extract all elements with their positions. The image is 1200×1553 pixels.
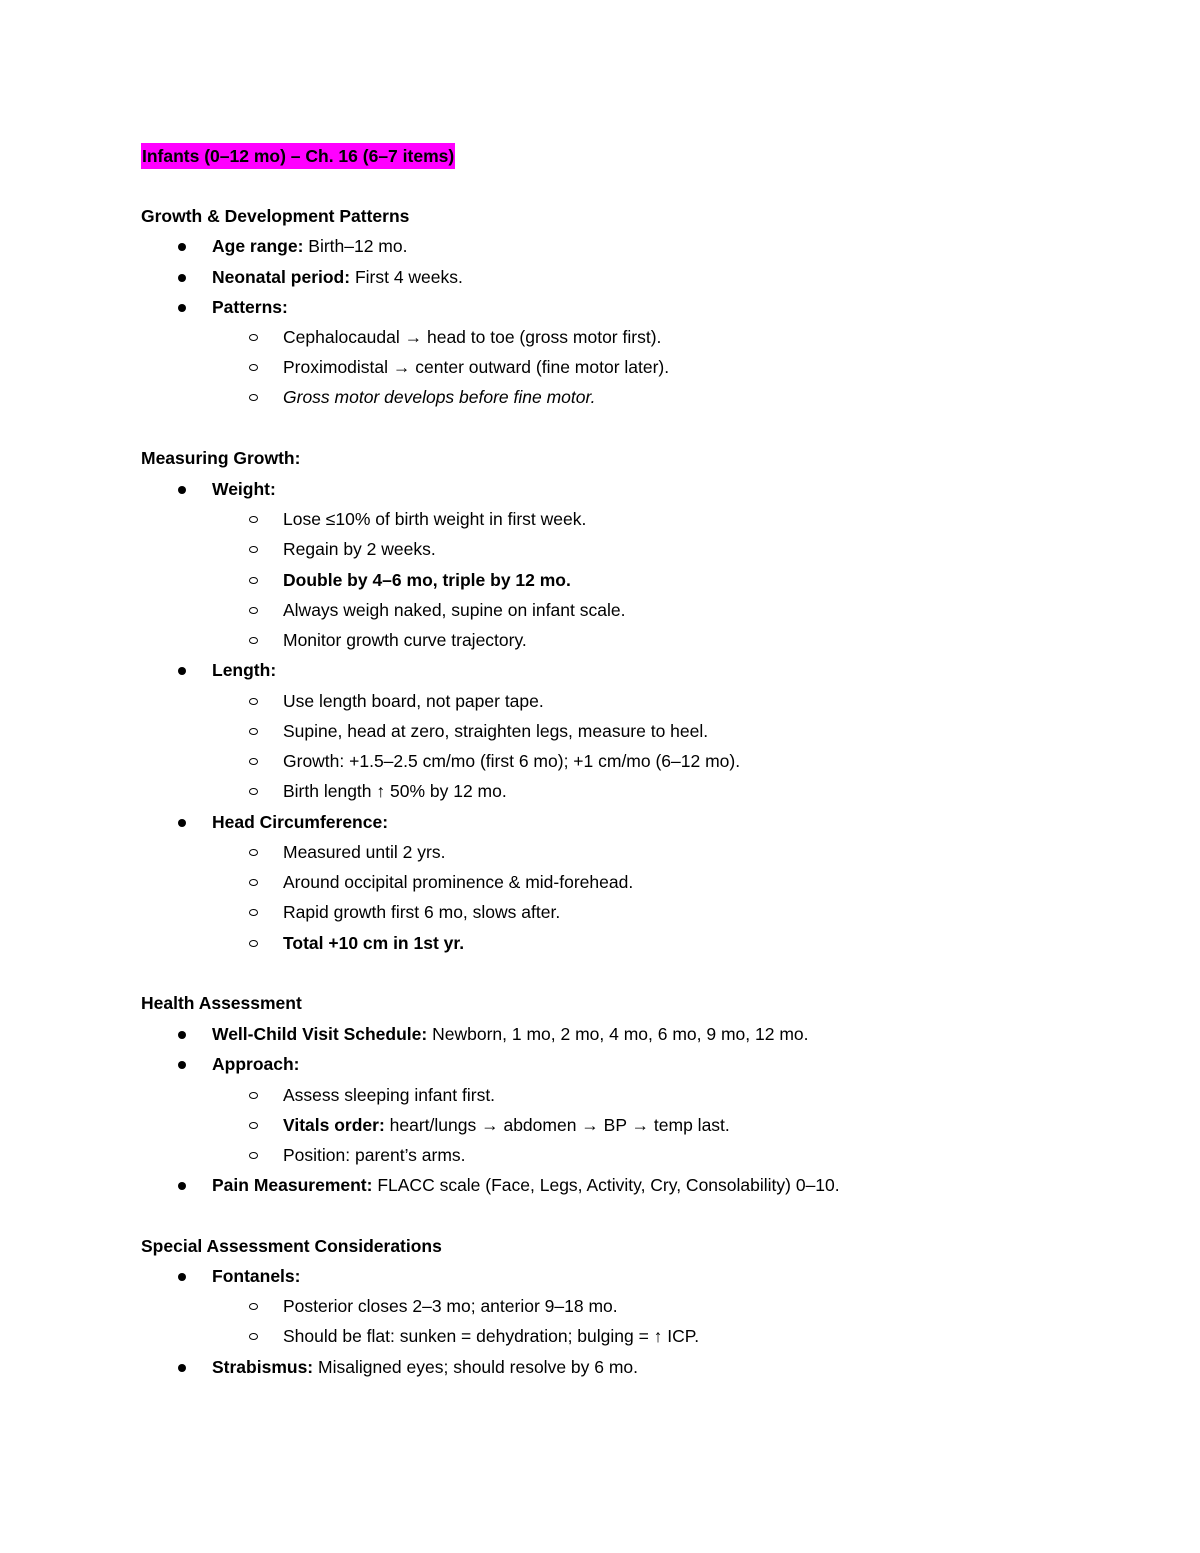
sub-item: Supine, head at zero, straighten legs, measure to heel. [283,721,709,741]
section-heading-measuring: Measuring Growth: [141,448,301,468]
item-text: Misaligned eyes; should resolve by 6 mo. [313,1357,639,1377]
sub-item: Should be flat: sunken = dehydration; bulging = ↑ ICP. [283,1326,700,1346]
list-item-strabismus [212,1354,638,1380]
bullet-icon [178,1061,186,1069]
item-label: Well-Child Visit Schedule: [212,1024,428,1044]
bullet-icon [178,243,186,251]
bullet-icon [178,1364,186,1372]
section-heading-special: Special Assessment Considerations [141,1236,442,1256]
item-text: First 4 weeks. [350,267,463,287]
circle-bullet-icon [249,1152,258,1159]
sub-item: Monitor growth curve trajectory. [283,630,527,650]
circle-bullet-icon [249,698,258,705]
circle-bullet-icon [249,637,258,644]
item-label: Pain Measurement: [212,1175,373,1195]
list-item-weight: Weight: [212,479,276,499]
sub-item: Double by 4–6 mo, triple by 12 mo. [283,570,571,590]
item-text: Birth–12 mo. [303,236,408,256]
bullet-icon [178,486,186,494]
circle-bullet-icon [249,546,258,553]
circle-bullet-icon [249,849,258,856]
list-item-approach: Approach: [212,1054,300,1074]
list-item-patterns: Patterns: [212,297,288,317]
circle-bullet-icon [249,1122,258,1129]
bullet-icon [178,274,186,282]
sub-item: Total +10 cm in 1st yr. [283,933,465,953]
circle-bullet-icon [249,758,258,765]
bullet-icon [178,1273,186,1281]
item-label: Age range: [212,236,304,256]
sub-item: Gross motor develops before fine motor. [283,387,596,407]
circle-bullet-icon [249,1303,258,1310]
sub-item: Position: parent’s arms. [283,1145,466,1165]
sub-item [283,1112,730,1138]
circle-bullet-icon [249,788,258,795]
circle-bullet-icon [249,940,258,947]
sub-item: Posterior closes 2–3 mo; anterior 9–18 mo. [283,1296,618,1316]
sub-item: Proximodistal → center outward (fine motor later). [283,357,670,377]
circle-bullet-icon [249,1092,258,1099]
item-text: Newborn, 1 mo, 2 mo, 4 mo, 6 mo, 9 mo, 12 mo. [427,1024,809,1044]
item-label: Vitals order: [283,1115,385,1135]
sub-item: Measured until 2 yrs. [283,842,446,862]
bullet-icon [178,1031,186,1039]
bullet-icon [178,1182,186,1190]
circle-bullet-icon [249,364,258,371]
list-item-visit-schedule [212,1021,809,1047]
page-title: Infants (0–12 mo) – Ch. 16 (6–7 items) [141,143,455,169]
section-heading-health: Health Assessment [141,993,302,1013]
bullet-icon [178,304,186,312]
item-text: heart/lungs → abdomen → BP → temp last. [384,1115,730,1135]
sub-item: Lose ≤10% of birth weight in first week. [283,509,587,529]
list-item-length: Length: [212,660,277,680]
item-label: Neonatal period: [212,267,351,287]
circle-bullet-icon [249,909,258,916]
circle-bullet-icon [249,1333,258,1340]
circle-bullet-icon [249,334,258,341]
item-text: FLACC scale (Face, Legs, Activity, Cry, Consolability) 0–10. [372,1175,840,1195]
sub-item: Cephalocaudal → head to toe (gross motor first). [283,327,662,347]
circle-bullet-icon [249,879,258,886]
circle-bullet-icon [249,728,258,735]
item-label: Strabismus: [212,1357,314,1377]
list-item-neonatal [212,264,463,290]
circle-bullet-icon [249,577,258,584]
sub-item: Regain by 2 weeks. [283,539,436,559]
sub-item: Growth: +1.5–2.5 cm/mo (first 6 mo); +1 cm/mo (6–12 mo). [283,751,741,771]
sub-item: Assess sleeping infant first. [283,1085,496,1105]
section-heading-growth: Growth & Development Patterns [141,206,410,226]
list-item-pain [212,1172,840,1198]
circle-bullet-icon [249,394,258,401]
list-item-fontanels: Fontanels: [212,1266,301,1286]
sub-item: Birth length ↑ 50% by 12 mo. [283,781,507,801]
bullet-icon [178,667,186,675]
sub-item: Around occipital prominence & mid-forehead. [283,872,634,892]
circle-bullet-icon [249,516,258,523]
list-item-head-circumference: Head Circumference: [212,812,389,832]
sub-item: Always weigh naked, supine on infant scale. [283,600,626,620]
bullet-icon [178,819,186,827]
sub-item: Use length board, not paper tape. [283,691,544,711]
sub-item: Rapid growth first 6 mo, slows after. [283,902,561,922]
circle-bullet-icon [249,607,258,614]
list-item-age-range [212,233,407,259]
